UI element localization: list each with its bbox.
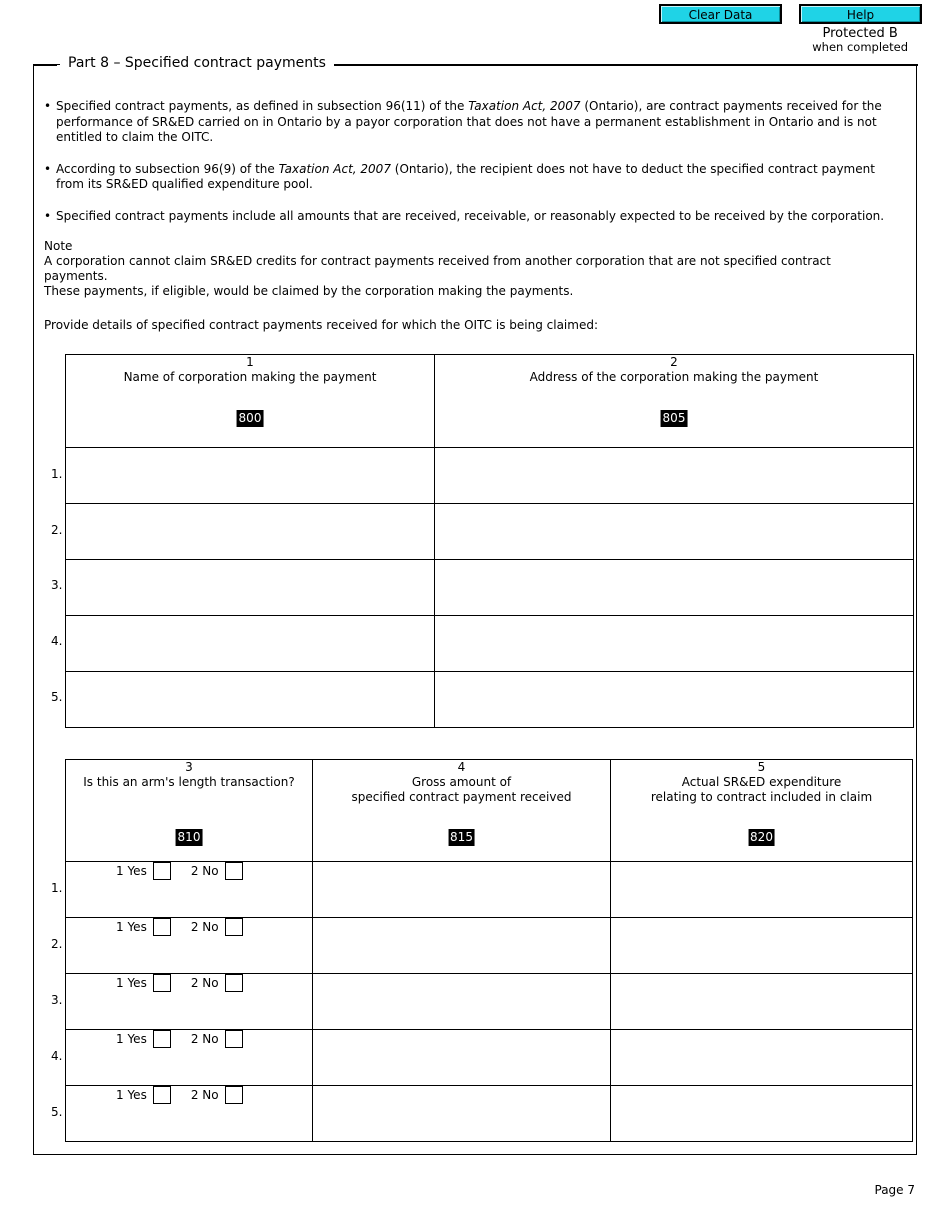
name-input-5[interactable] [66, 672, 435, 728]
t1-row-number: 3. [51, 578, 63, 592]
note-line-1: A corporation cannot claim SR&ED credits for contract payments received from another corporation that are not specified contract payments. [44, 254, 831, 283]
arms-length-cell-1: 1 Yes 2 No [66, 862, 313, 918]
col-2-header: 2 Address of the corporation making the payment 805 [435, 355, 914, 448]
gross-amount-input-5[interactable] [313, 1086, 611, 1142]
note-heading: Note [44, 239, 73, 253]
expenditure-input-5[interactable] [611, 1086, 913, 1142]
no-checkbox-3[interactable] [225, 974, 243, 992]
frame-top-left [33, 64, 57, 66]
gross-amount-input-1[interactable] [313, 862, 611, 918]
note-line-2: These payments, if eligible, would be claimed by the corporation making the payments. [44, 284, 574, 298]
frame-top-right [326, 64, 918, 66]
protected-label [812, 26, 908, 53]
col-3-header: 3 Is this an arm's length transaction? 810 [66, 760, 313, 862]
expenditure-input-1[interactable] [611, 862, 913, 918]
col-4-header: 4 Gross amount of specified contract payment received 815 [313, 760, 611, 862]
page-number: Page 7 [874, 1183, 915, 1197]
payments-amount-table [65, 759, 913, 1142]
gross-amount-input-3[interactable] [313, 974, 611, 1030]
name-input-3[interactable] [66, 560, 435, 616]
bullet-2: • According to subsection 96(9) of the Taxation Act, 2007 (Ontario), the recipient does not have to deduct the specified contract payment from its SR&ED qualified expenditure pool. [44, 162, 894, 193]
protected-subtitle: when completed [812, 40, 908, 54]
address-input-5[interactable] [435, 672, 914, 728]
bullet-3: • Specified contract payments include all amounts that are received, receivable, or reasonably expected to be received by the corporation. [44, 209, 894, 225]
bullet-list [44, 99, 894, 240]
yes-checkbox-4[interactable] [153, 1030, 171, 1048]
address-input-1[interactable] [435, 448, 914, 504]
arms-length-cell-2: 1 Yes 2 No [66, 918, 313, 974]
gross-amount-input-2[interactable] [313, 918, 611, 974]
arms-length-cell-4: 1 Yes 2 No [66, 1030, 313, 1086]
code-805: 805 [662, 411, 686, 425]
payments-name-table [65, 354, 914, 728]
t2-row-number: 2. [51, 937, 63, 951]
name-input-2[interactable] [66, 504, 435, 560]
t2-row-number: 3. [51, 993, 63, 1007]
no-checkbox-4[interactable] [225, 1030, 243, 1048]
no-checkbox-1[interactable] [225, 862, 243, 880]
provide-instruction: Provide details of specified contract payments received for which the OITC is being claimed: [44, 318, 598, 332]
yes-checkbox-5[interactable] [153, 1086, 171, 1104]
note-block [44, 239, 894, 299]
clear-data-button[interactable]: Clear Data [659, 4, 782, 24]
expenditure-input-4[interactable] [611, 1030, 913, 1086]
code-800: 800 [238, 411, 262, 425]
address-input-2[interactable] [435, 504, 914, 560]
no-checkbox-5[interactable] [225, 1086, 243, 1104]
t1-row-number: 2. [51, 523, 63, 537]
help-button[interactable]: Help [799, 4, 922, 24]
expenditure-input-3[interactable] [611, 974, 913, 1030]
t2-row-number: 4. [51, 1049, 63, 1063]
t1-row-number: 4. [51, 634, 63, 648]
no-checkbox-2[interactable] [225, 918, 243, 936]
arms-length-cell-3: 1 Yes 2 No [66, 974, 313, 1030]
yes-checkbox-2[interactable] [153, 918, 171, 936]
col-1-header: 1 Name of corporation making the payment 800 [66, 355, 435, 448]
arms-length-cell-5: 1 Yes 2 No [66, 1086, 313, 1142]
address-input-4[interactable] [435, 616, 914, 672]
expenditure-input-2[interactable] [611, 918, 913, 974]
name-input-1[interactable] [66, 448, 435, 504]
code-820: 820 [750, 830, 773, 844]
t1-row-number: 1. [51, 467, 63, 481]
name-input-4[interactable] [66, 616, 435, 672]
bullet-1: • Specified contract payments, as defined in subsection 96(11) of the Taxation Act, 2007 (Ontario), are contract payments received for the performance of SR&ED carried on in Ontario by a payor corporation that does not have a permanent establishment in Ontario and is not entitled to claim the OITC. [44, 99, 894, 146]
code-810: 810 [177, 830, 201, 844]
protected-title: Protected B [822, 26, 898, 41]
gross-amount-input-4[interactable] [313, 1030, 611, 1086]
address-input-3[interactable] [435, 560, 914, 616]
col-5-header: 5 Actual SR&ED expenditure relating to contract included in claim 820 [611, 760, 913, 862]
t2-row-number: 5. [51, 1105, 63, 1119]
t2-row-number: 1. [51, 881, 63, 895]
part-title: Part 8 – Specified contract payments [60, 55, 334, 71]
yes-checkbox-1[interactable] [153, 862, 171, 880]
yes-checkbox-3[interactable] [153, 974, 171, 992]
t1-row-number: 5. [51, 690, 63, 704]
code-815: 815 [450, 830, 473, 844]
